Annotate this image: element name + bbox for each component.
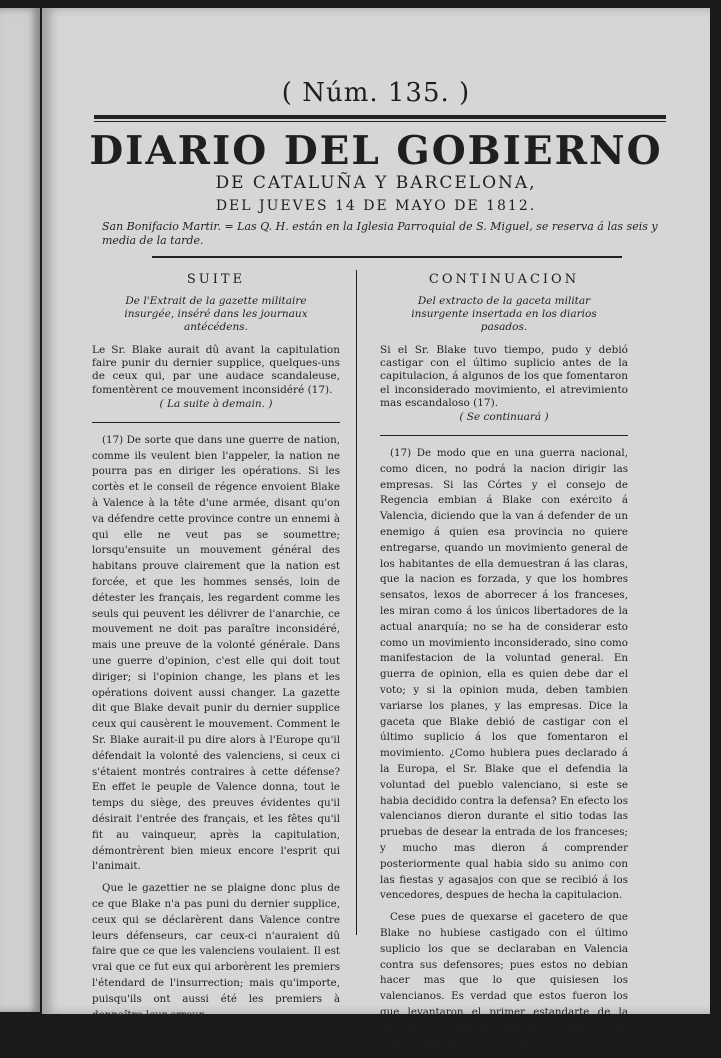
- issue-number: ( Núm. 135. ): [281, 78, 471, 108]
- right-column-paragraph: (17) De modo que en una guerra nacional, como dicen, no podrá la nacion dirigir las empresas. Si las Córtes y el consejo de Regencia embian á Blake con exército á Valencia, diciendo que la van á defender de un enemigo á quien esa provincia no quiere entregarse, quando un movimiento general de los habitantes de ella demuestran á las claras, que la nacion es forzada, y que los hombres sensatos, lexos de aborrecer á los franceses, les miran como á los únicos libertadores de la actual anarquía; no se ha de considerar esto como un movimiento inconsiderado, sino como manifestacion de la voluntad general. En guerra de opinion, ella es quien debe dar el voto; y si la opinion muda, deben tambien variarse los planes, y las empresas. Dice la gaceta que Blake debió de castigar con el último suplicio á los que fomentaron el movimiento. ¿Como hubiera pues declarado á la Europa, el Sr. Blake que el defendia la voluntad del pueblo valenciano, si este se habia decidido contra la defensa? En efecto los valencianos dieron durante el sitio todas las pruebas de desear la entrada de los franceses; y mucho mas dieron á comprender posteriormente qual habia sido su animo con las fiestas y agasajos con que se recibió á los vencedores, despues de hecha la capitulacion.: [380, 447, 628, 902]
- right-column: [380, 266, 628, 1058]
- left-column-paragraph: Que le gazettier ne se plaigne donc plus de ce que Blake n'a pas puni du dernier supplice, ceux qui se déclarèrent dans Valence contre leurs défenseurs, car ceux-ci n'auraient dû faire que ce que les valenciens voulaient. Il est vrai que ce fut eux qui arborèrent les premiers l'étendard de l'insurrection; mais qu'importe, puisqu'ils ont aussi été les premiers à donnaître leur erreur: [92, 882, 340, 1021]
- column-divider: [356, 270, 357, 935]
- right-column-heading: CONTINUACION: [428, 272, 580, 287]
- facing-page-edge: [0, 8, 40, 1012]
- right-column-paragraph: Cese pues de quexarse el gacetero de que Blake no hubiese castigado con el último suplicio los que se declaraban en Valencia contra sus defensores; pues estos no debian hacer mas que lo que quisiesen los valencianos. Es verdad que estos fueron los que levantaron el primer estandarte de la insurreccion; mas que importa, si tambien han sido los primeros en conocer: [380, 911, 628, 1050]
- section-rule: [152, 256, 622, 258]
- masthead-subtitle: DE CATALUÑA Y BARCELONA,: [215, 173, 537, 193]
- left-column-rule: [92, 422, 340, 423]
- left-column-subheading: De l'Extrait de la gazette militaire insurgée, inséré dans les journaux antécédens.: [124, 295, 308, 333]
- left-column-continued-note: ( La suite à demain. ): [159, 397, 273, 410]
- header-rule: [94, 115, 666, 122]
- dateline: DEL JUEVES 14 DE MAYO DE 1812.: [215, 198, 537, 214]
- left-column-paragraph: (17) De sorte que dans une guerre de nation, comme ils veulent bien l'appeler, la nation ne pourra pas en diriger les opérations. Si les cortès et le conseil de régence envoient Blake à Valence à la tête d'une armée, disant qu'on va défendre cette province contre un ennemi à qui elle ne veut pas se soumettre; lorsqu'ensuite un mouvement général des habitans prouve clairement que la nation est forcée, et que les hommes sensés, loin de détester les français, les regardent comme les seuls qui peuvent les délivrer de l'anarchie, ce mouvement ne doit pas paraître inconsidéré, mais une preuve de la volonté générale. Dans une guerre d'opinion, c'est elle qui doit tout diriger; si l'opinion change, les plans et les opérations doivent aussi changer. La gazette dit que Blake devait punir du dernier supplice ceux qui causèrent le mouvement. Comment le Sr. Blake aurait-il pu dire alors à l'Europe qu'il défendait la volonté des valenciens, si ceux ci s'étaient montrés contraires à cette défense? En effet le peuple de Valence donna, tout le temps du siège, des preuves évidentes qu'il désirait l'entrée des français, et les fêtes qu'il fit au vainqueur, après la capitulation, démontrèrent bien mieux encore l'esprit qui l'animait.: [92, 433, 340, 873]
- left-column-body: [92, 433, 340, 1023]
- church-notice: San Bonifacio Martir. = Las Q. H. están en la Iglesia Parroquial de S. Miguel, se reserva á las seis y media de la tarde.: [102, 220, 658, 247]
- right-column-continued-note: ( Se continuará ): [459, 411, 549, 424]
- right-column-rule: [380, 435, 628, 436]
- left-column-heading: SUITE: [186, 272, 246, 287]
- right-column-subheading: Del extracto de la gaceta militar insurgente insertada en los diarios pasados.: [411, 295, 597, 333]
- newspaper-page: [42, 8, 710, 1050]
- right-column-body: [380, 446, 628, 1052]
- left-column-lead: Le Sr. Blake aurait dû avant la capitulation faire punir du dernier supplice, quelques-uns de ceux qui, par une audace scandaleuse, fomentèrent ce mouvement inconsidéré (17).: [92, 344, 340, 396]
- left-column: [92, 266, 340, 1029]
- right-column-lead: Si el Sr. Blake tuvo tiempo, pudo y debió castigar con el último suplicio antes de la capitulacion, á algunos de los que fomentaron el inconsiderado movimiento, el atrevimiento mas escandaloso (17).: [380, 344, 628, 409]
- masthead-title: DIARIO DEL GOBIERNO: [89, 128, 663, 174]
